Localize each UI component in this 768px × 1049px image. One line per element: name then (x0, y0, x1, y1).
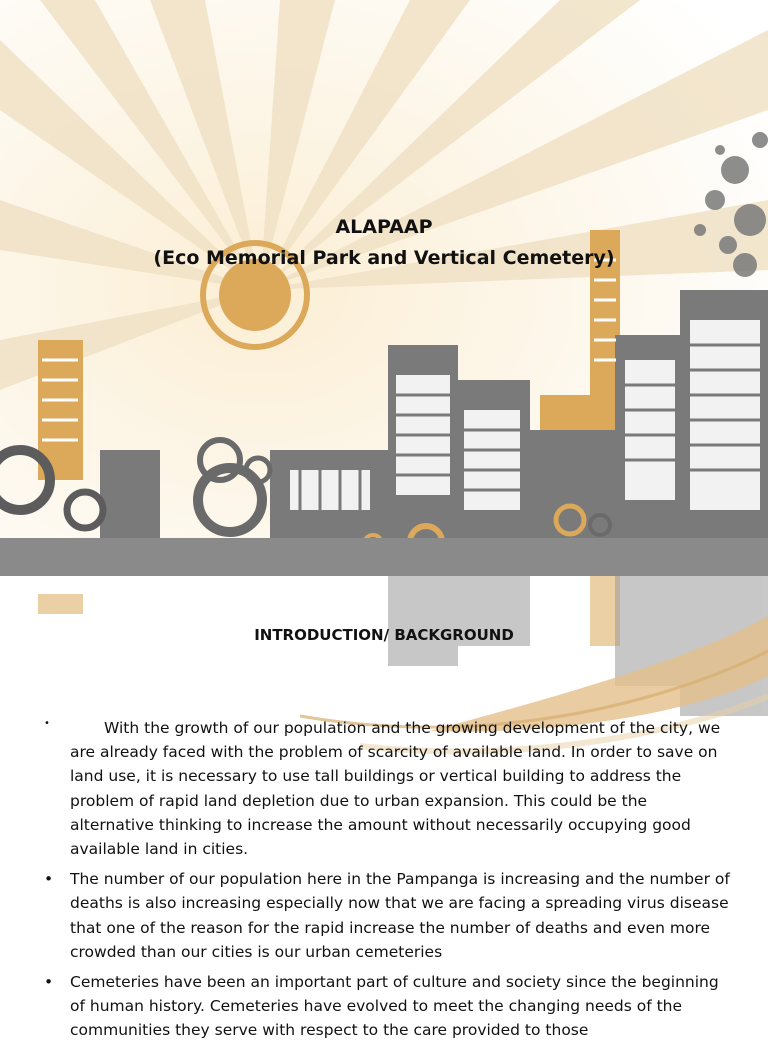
bullet-marker: • (44, 973, 54, 992)
list-item (40, 970, 730, 1043)
ground-strip (0, 538, 768, 576)
list-item (40, 867, 730, 964)
section-heading: INTRODUCTION/ BACKGROUND (254, 626, 514, 644)
bullet-text: With the growth of our population and the growing development of the city, we are already faced with the problem of scarcity of available land. In order to save on land use, it is necessary to use tall buildings or vertical building to address the problem of rapid land depletion due to urban expansion. This could be the alternative thinking to increase the amount without necessarily occupying good available land in cities. (70, 719, 721, 859)
bullet-marker: • (44, 718, 50, 729)
intro-slide (0, 576, 768, 1040)
slide-title: ALAPAAP (335, 216, 433, 238)
bullet-marker: • (44, 870, 54, 889)
bullet-list (40, 716, 730, 1049)
bullet-text: Cemeteries have been an important part of culture and society since the beginning of human history. Cemeteries have evolved to meet the changing needs of the communities they serve with respect to the care provided to those (70, 973, 719, 1040)
slide-subtitle: (Eco Memorial Park and Vertical Cemetery) (153, 247, 615, 269)
bullet-text: The number of our population here in the Pampanga is increasing and the number of deaths is also increasing especially now that we are facing a spreading virus disease that one of the reason for the rapid increase the number of deaths and even more crowded than our cities is our urban cemeteries (70, 870, 730, 961)
list-item (40, 716, 730, 861)
